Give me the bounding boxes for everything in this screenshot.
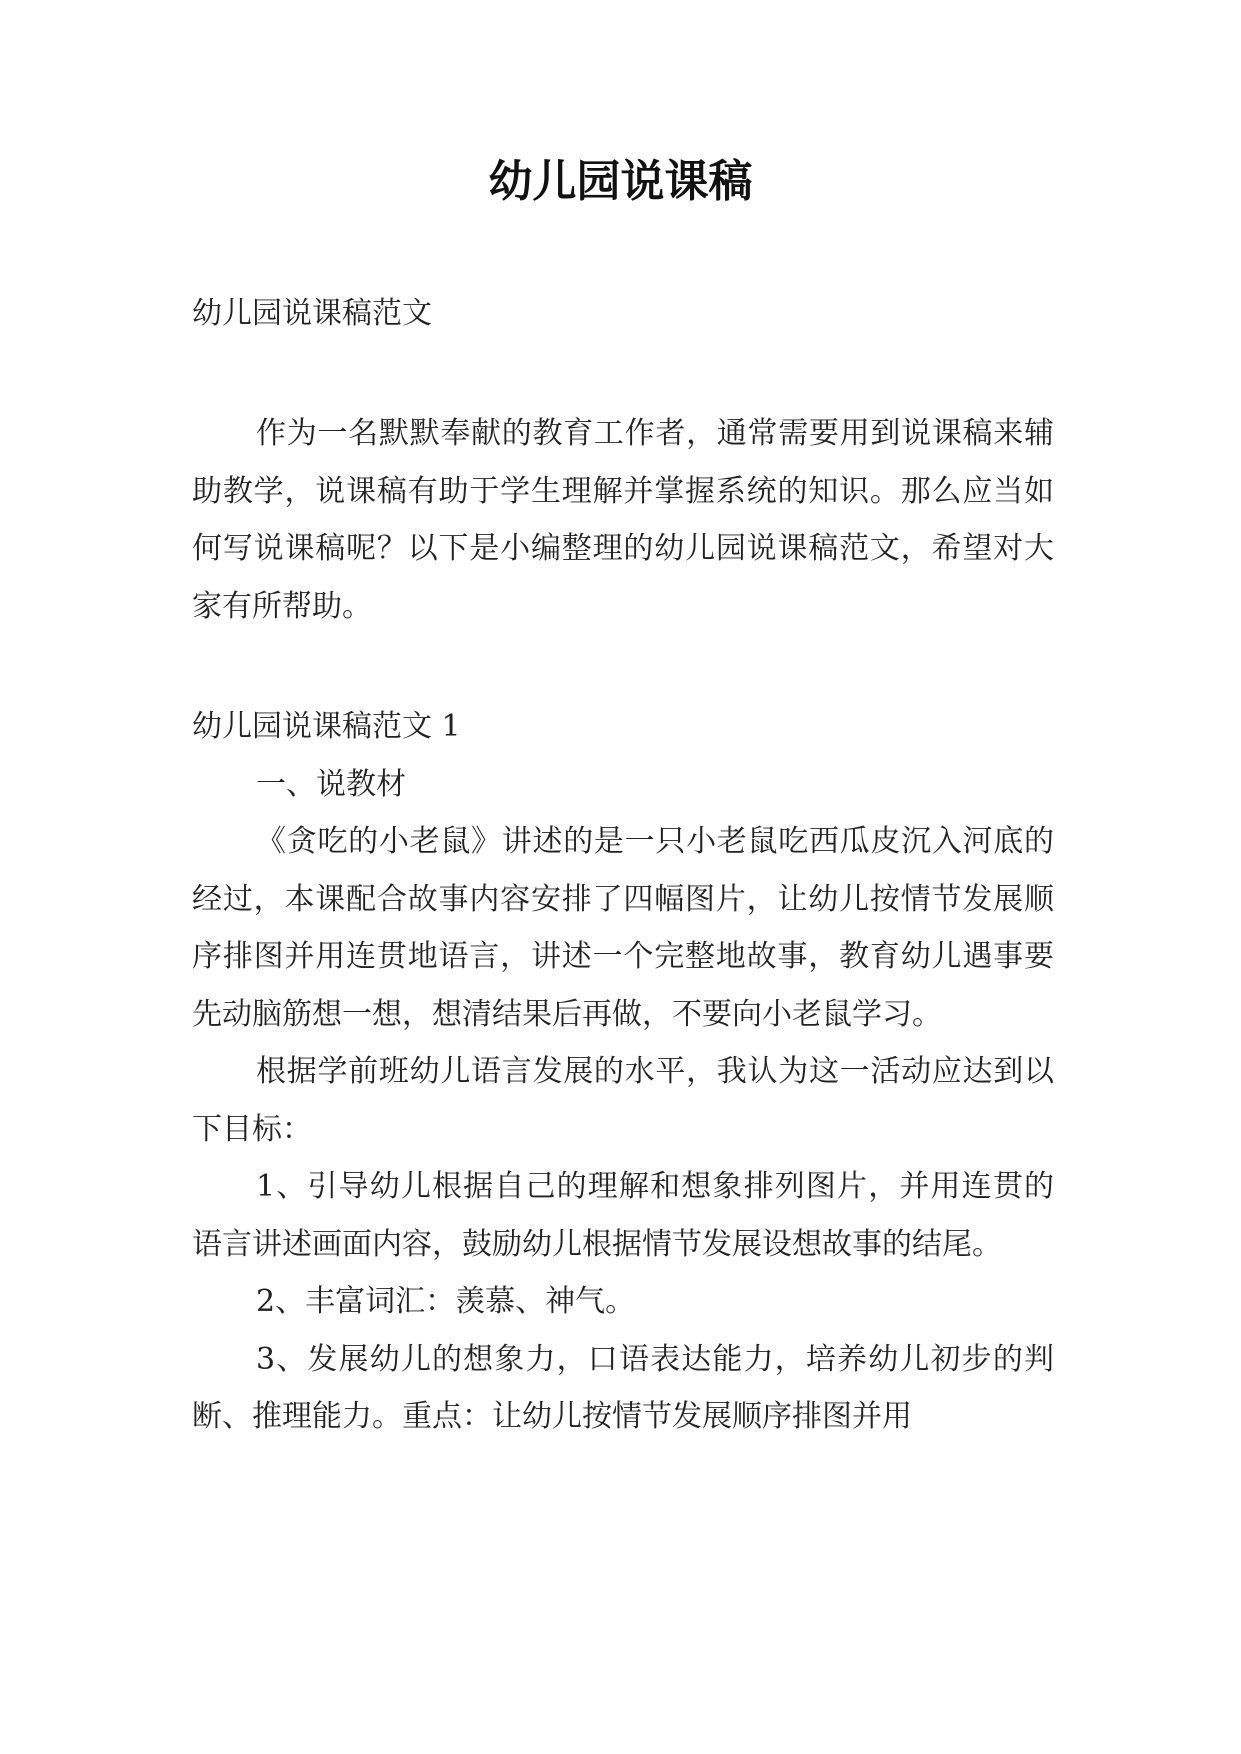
section-1 — [192, 698, 1054, 1446]
intro-paragraph: 作为一名默默奉献的教育工作者，通常需要用到说课稿来辅助教学，说课稿有助于学生理解并掌握系统的知识。那么应当如何写说课稿呢？以下是小编整理的幼儿园说课稿范文，希望对大家有所帮助。 — [192, 416, 1054, 624]
intro-block — [192, 405, 1054, 635]
body-paragraph: 1、引导幼儿根据自己的理解和想象排列图片，并用连贯的语言讲述画面内容，鼓励幼儿根据情节发展设想故事的结尾。 — [192, 1169, 1054, 1262]
document-subtitle: 幼儿园说课稿范文 — [192, 296, 432, 331]
body-paragraph: 3、发展幼儿的想象力，口语表达能力，培养幼儿初步的判断、推理能力。重点：让幼儿按情节发展顺序排图并用 — [192, 1341, 1054, 1434]
page-title: 幼儿园说课稿 — [488, 156, 753, 207]
body-paragraph: 2、丰富词汇：羡慕、神气。 — [256, 1284, 636, 1319]
body-paragraph: 《贪吃的小老鼠》讲述的是一只小老鼠吃西瓜皮沉入河底的经过，本课配合故事内容安排了四幅图片，让幼儿按情节发展顺序排图并用连贯地语言，讲述一个完整地故事，教育幼儿遇事要先动脑筋想一想，想清结果后再做，不要向小老鼠学习。 — [192, 824, 1054, 1032]
section-subheading: 一、说教材 — [256, 766, 406, 802]
body-paragraph: 根据学前班幼儿语言发展的水平，我认为这一活动应达到以下目标： — [192, 1054, 1054, 1147]
section-heading: 幼儿园说课稿范文 1 — [192, 709, 461, 744]
